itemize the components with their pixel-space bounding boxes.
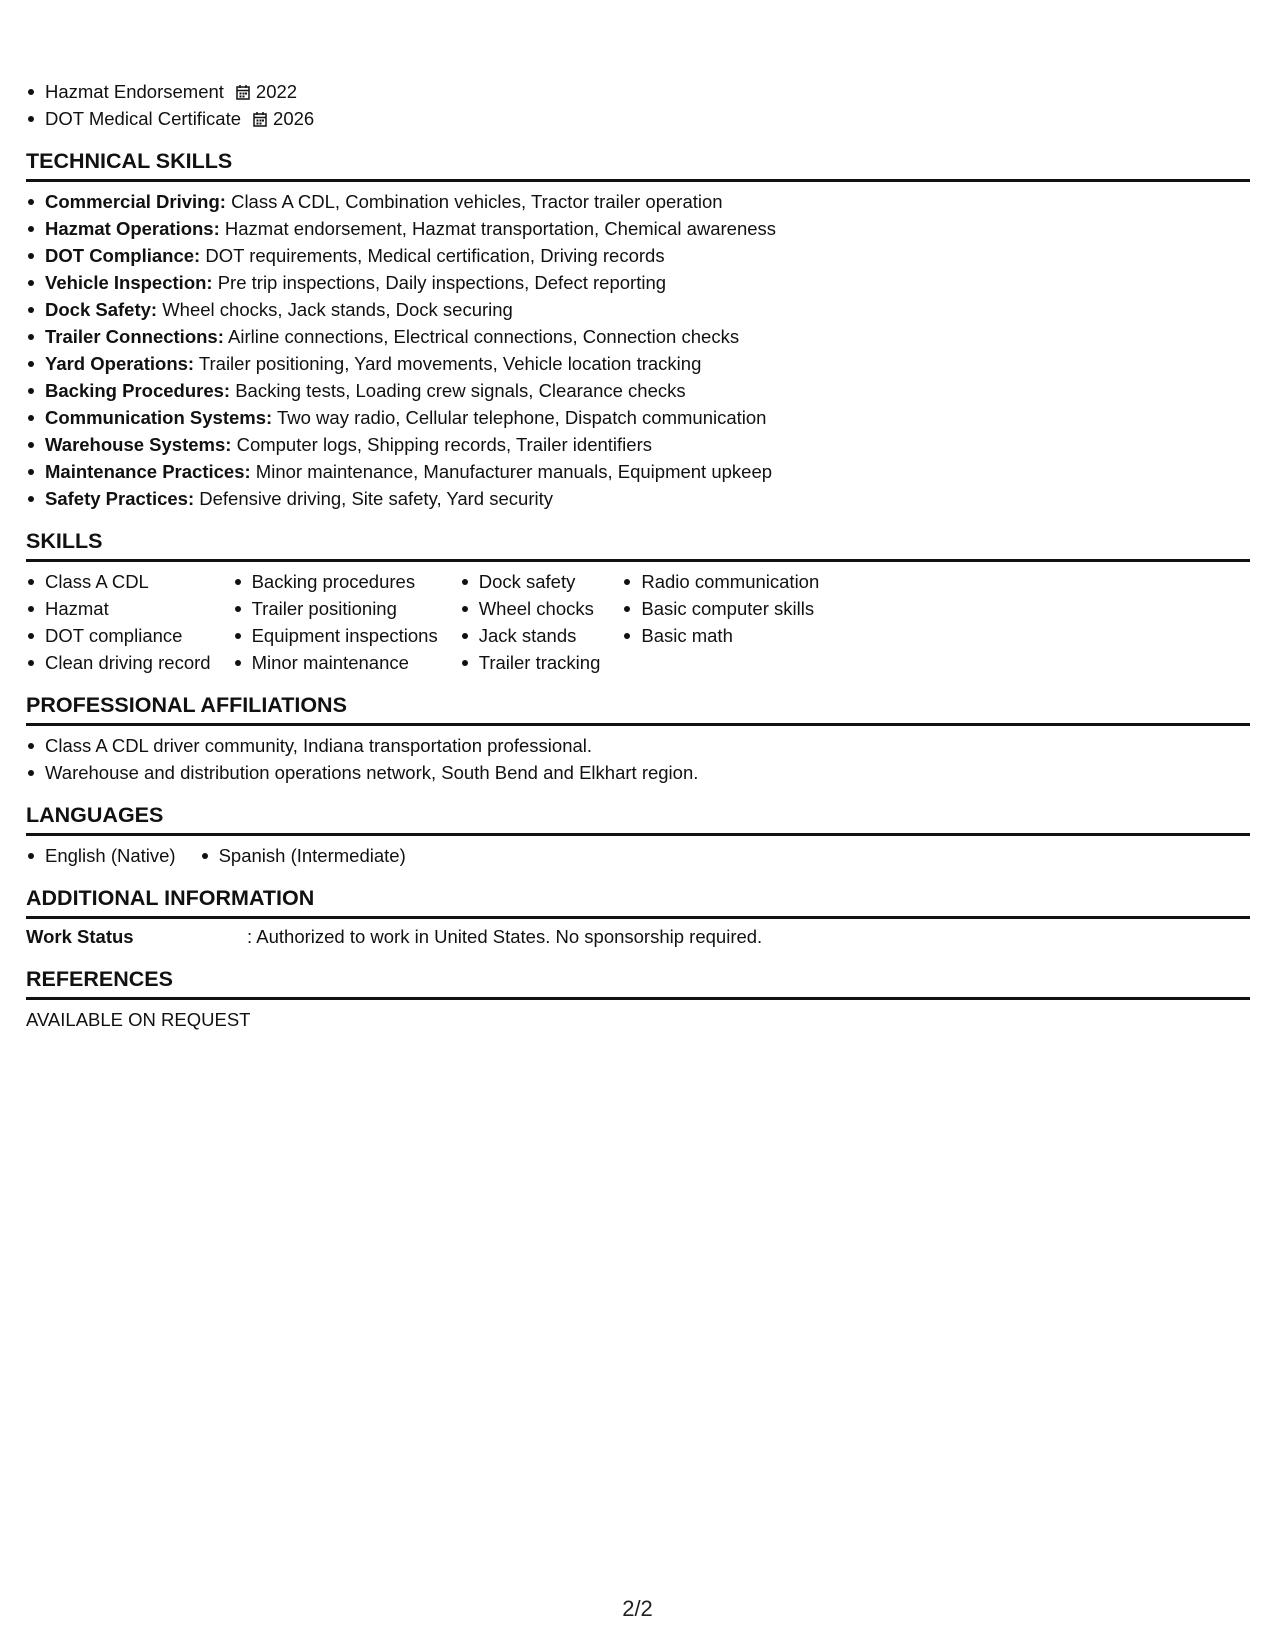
affiliations-list xyxy=(26,732,1250,786)
technical-skill-item xyxy=(26,269,1250,296)
skills-column xyxy=(622,568,819,676)
skill-item: Radio communication xyxy=(622,568,819,595)
skill-category: Trailer Connections: xyxy=(45,326,224,347)
technical-skills-heading: TECHNICAL SKILLS xyxy=(26,148,1250,182)
skill-item: Minor maintenance xyxy=(233,649,438,676)
skill-category: Dock Safety: xyxy=(45,299,158,320)
references-heading: REFERENCES xyxy=(26,966,1250,1000)
technical-skill-item xyxy=(26,485,1250,512)
skill-item: Trailer positioning xyxy=(233,595,438,622)
skills-column xyxy=(233,568,438,676)
resume-page xyxy=(26,78,1250,1033)
skill-details: Minor maintenance, Manufacturer manuals, Equipment upkeep xyxy=(250,461,773,482)
skill-category: Safety Practices: xyxy=(45,488,195,509)
technical-skill-item xyxy=(26,188,1250,215)
skill-item: Backing procedures xyxy=(233,568,438,595)
certification-name: Hazmat Endorsement xyxy=(45,81,224,102)
skill-category: Backing Procedures: xyxy=(45,380,231,401)
skills-heading: SKILLS xyxy=(26,528,1250,562)
references-text: AVAILABLE ON REQUEST xyxy=(26,1009,251,1030)
technical-skill-item xyxy=(26,350,1250,377)
skill-details: Airline connections, Electrical connections, Connection checks xyxy=(223,326,740,347)
technical-skill-item xyxy=(26,431,1250,458)
certification-name: DOT Medical Certificate xyxy=(45,108,242,129)
skill-details: Trailer positioning, Yard movements, Vehicle location tracking xyxy=(194,353,702,374)
skill-details: Wheel chocks, Jack stands, Dock securing xyxy=(157,299,513,320)
certification-item xyxy=(26,78,1250,105)
page-number: 2/2 xyxy=(622,1596,653,1621)
certification-item xyxy=(26,105,1250,132)
affiliation-item: Class A CDL driver community, Indiana transportation professional. xyxy=(26,732,1250,759)
skill-details: Defensive driving, Site safety, Yard security xyxy=(194,488,553,509)
skill-item: Dock safety xyxy=(460,568,601,595)
calendar-icon xyxy=(253,112,267,127)
technical-skill-item xyxy=(26,323,1250,350)
technical-skill-item xyxy=(26,458,1250,485)
skill-category: Communication Systems: xyxy=(45,407,273,428)
technical-skill-item xyxy=(26,377,1250,404)
skill-details: Class A CDL, Combination vehicles, Tractor trailer operation xyxy=(225,191,723,212)
certification-year: 2022 xyxy=(255,81,298,102)
skill-category: Commercial Driving: xyxy=(45,191,226,212)
technical-skill-item xyxy=(26,242,1250,269)
skills-column xyxy=(26,568,211,676)
skills-columns xyxy=(26,568,1250,676)
technical-skill-item xyxy=(26,404,1250,431)
skill-item: Class A CDL xyxy=(26,568,211,595)
language-item: English (Native) xyxy=(26,842,176,869)
skill-item: Trailer tracking xyxy=(460,649,601,676)
technical-skill-item xyxy=(26,296,1250,323)
skill-item: Wheel chocks xyxy=(460,595,601,622)
calendar-icon xyxy=(236,85,250,100)
affiliation-item: Warehouse and distribution operations network, South Bend and Elkhart region. xyxy=(26,759,1250,786)
skill-item: Clean driving record xyxy=(26,649,211,676)
skill-item: Hazmat xyxy=(26,595,211,622)
skill-category: Yard Operations: xyxy=(45,353,195,374)
skill-item: Basic computer skills xyxy=(622,595,819,622)
languages-heading: LANGUAGES xyxy=(26,802,1250,836)
certification-list xyxy=(26,78,1250,132)
skill-category: DOT Compliance: xyxy=(45,245,201,266)
skill-category: Maintenance Practices: xyxy=(45,461,251,482)
skill-category: Hazmat Operations: xyxy=(45,218,220,239)
additional-info-heading: ADDITIONAL INFORMATION xyxy=(26,885,1250,919)
skill-category: Warehouse Systems: xyxy=(45,434,232,455)
skill-item: Jack stands xyxy=(460,622,601,649)
skill-item: Basic math xyxy=(622,622,819,649)
work-status-value: : Authorized to work in United States. No sponsorship required. xyxy=(247,926,763,947)
skill-item: DOT compliance xyxy=(26,622,211,649)
language-item: Spanish (Intermediate) xyxy=(200,842,406,869)
certification-year: 2026 xyxy=(273,108,315,129)
languages-list xyxy=(26,842,1250,869)
skill-details: Hazmat endorsement, Hazmat transportation, Chemical awareness xyxy=(219,218,777,239)
technical-skills-list xyxy=(26,188,1250,512)
skill-details: Backing tests, Loading crew signals, Clearance checks xyxy=(230,380,686,401)
skill-category: Vehicle Inspection: xyxy=(45,272,213,293)
skill-item: Equipment inspections xyxy=(233,622,438,649)
affiliations-heading: PROFESSIONAL AFFILIATIONS xyxy=(26,692,1250,726)
work-status-label: Work Status xyxy=(26,926,134,947)
work-status-row xyxy=(26,923,1250,950)
skill-details: DOT requirements, Medical certification, Driving records xyxy=(200,245,665,266)
skill-details: Pre trip inspections, Daily inspections, Defect reporting xyxy=(212,272,667,293)
skill-details: Computer logs, Shipping records, Trailer identifiers xyxy=(231,434,652,455)
technical-skill-item xyxy=(26,215,1250,242)
skills-column xyxy=(460,568,601,676)
skill-details: Two way radio, Cellular telephone, Dispatch communication xyxy=(272,407,767,428)
